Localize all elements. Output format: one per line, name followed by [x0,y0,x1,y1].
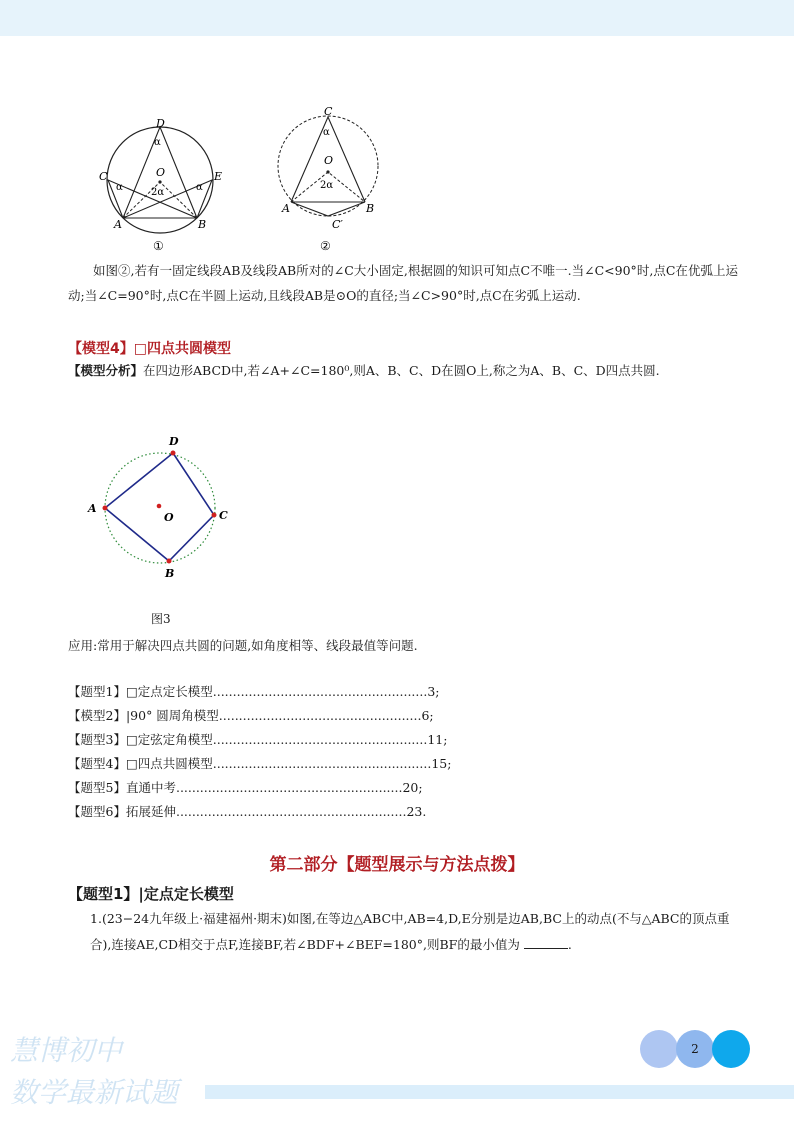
fig2-alpha: α [323,127,330,138]
fig2-caption: ② [320,239,331,253]
fig1-label-a: A [114,218,122,231]
application-note: 应用:常用于解决四点共圆的问题,如角度相等、线段最值等问题. [68,638,418,653]
toc-dots: ...................................................... [212,732,428,747]
question-type-heading: 【题型1】|定点定长模型 [68,885,234,903]
fig2-label-b: B [366,202,375,215]
toc-label: 【题型5】直通中考 [68,780,176,795]
question-1 [90,906,735,958]
fig1-two-alpha: 2α [151,187,165,198]
toc-page: 6; [421,708,434,723]
fig1-label-o: O [156,166,166,179]
model-analysis-text: 在四边形ABCD中,若∠A+∠C=180⁰,则A、B、C、D在圆O上,称之为A、B、C、D四点共圆. [143,363,660,378]
toc-dots: .......................................................... [175,804,407,819]
toc-dots: ......................................................... [175,780,403,795]
toc-dots: ....................................................... [212,756,432,771]
watermark-line1: 慧博初中 [10,1034,123,1067]
figure-2 [278,105,378,253]
fig2-label-c: C [324,105,333,118]
model-analysis-paragraph [68,358,738,383]
fig2-center-point [326,170,329,173]
fig3-label-b: B [165,567,175,580]
toc-label: 【题型6】拓展延伸 [68,804,176,819]
fig3-point-o [157,504,162,509]
toc-item[interactable] [68,800,568,824]
fig3-point-b [167,559,172,564]
fig3-caption: 图3 [151,612,171,626]
fig1-label-c: C [99,170,108,183]
fig3-point-d [171,451,176,456]
toc-item[interactable] [68,680,568,704]
top-header-band [0,0,794,36]
toc-dots: ................................................... [218,708,422,723]
fig2-two-alpha: 2α [320,180,334,191]
fig1-caption: ① [153,239,164,253]
figure-1 [99,117,222,253]
toc-item[interactable] [68,704,568,728]
fig1-label-b: B [198,218,207,231]
toc-label: 【模型2】|90° 圆周角模型 [68,708,219,723]
fig1-alpha-right: α [196,182,203,193]
toc-label: 【题型1】□定点定长模型 [68,684,213,699]
fig3-point-a [103,506,108,511]
figures-circle-angle [90,100,410,260]
fig3-label-o: O [164,511,174,524]
toc-dots: ...................................................... [212,684,428,699]
toc-label: 【题型3】□定弦定角模型 [68,732,213,747]
watermark-line2: 数学最新试题 [10,1076,179,1109]
fig2-label-a: A [282,202,290,215]
question-number: 1. [90,911,102,926]
page-number-badge [640,1030,752,1068]
question-end: . [567,937,572,952]
page-number: 2 [691,1042,699,1056]
toc-page: 20; [402,780,423,795]
answer-blank[interactable] [524,936,568,949]
fig1-alpha-left: α [116,182,123,193]
fig3-label-c: C [219,509,228,522]
fig2-label-cprime: C′ [332,218,343,231]
toc-page: 11; [427,732,448,747]
toc-page: 3; [427,684,440,699]
fig2-label-o: O [324,154,334,167]
toc-item[interactable] [68,776,568,800]
paragraph-arc-motion: 如图②,若有一固定线段AB及线段AB所对的∠C大小固定,根据圆的知识可知点C不唯一.当∠C<90°时,点C在优弧上运动;当∠C=90°时,点C在半圆上运动,且线段AB是⊙O的直径;当∠C>90°时,点C在劣弧上运动. [68,263,738,303]
fig1-label-d: D [156,117,165,130]
toc-label: 【题型4】□四点共圆模型 [68,756,213,771]
badge-circle-3 [712,1030,750,1068]
question-text: (23−24九年级上·福建福州·期末)如图,在等边△ABC中,AB=4,D,E分别是边AB,BC上的动点(不与△ABC的顶点重合),连接AE,CD相交于点F,连接BF,若∠BDF+∠BEF=180°,则BF的最小值为 [90,911,730,952]
fig3-label-a: A [88,502,97,515]
fig1-label-e: E [214,170,223,183]
toc-page: 23. [406,804,427,819]
model-analysis-label: 【模型分析】 [68,363,144,378]
fig3-point-c [212,513,217,518]
table-of-contents [68,680,568,824]
toc-page: 15; [431,756,452,771]
toc-item[interactable] [68,728,568,752]
section-title: 第二部分【题型展示与方法点拨】 [269,855,525,875]
model4-heading: 【模型4】□四点共圆模型 [68,341,231,357]
figure-3-cyclic-quad [80,428,240,588]
bottom-footer-band [205,1085,794,1099]
fig1-alpha-top: α [154,137,161,148]
watermark-logo [10,1030,210,1110]
badge-circle-1 [640,1030,678,1068]
fig3-label-d: D [169,435,179,448]
toc-item[interactable] [68,752,568,776]
fig1-center-point [158,180,161,183]
